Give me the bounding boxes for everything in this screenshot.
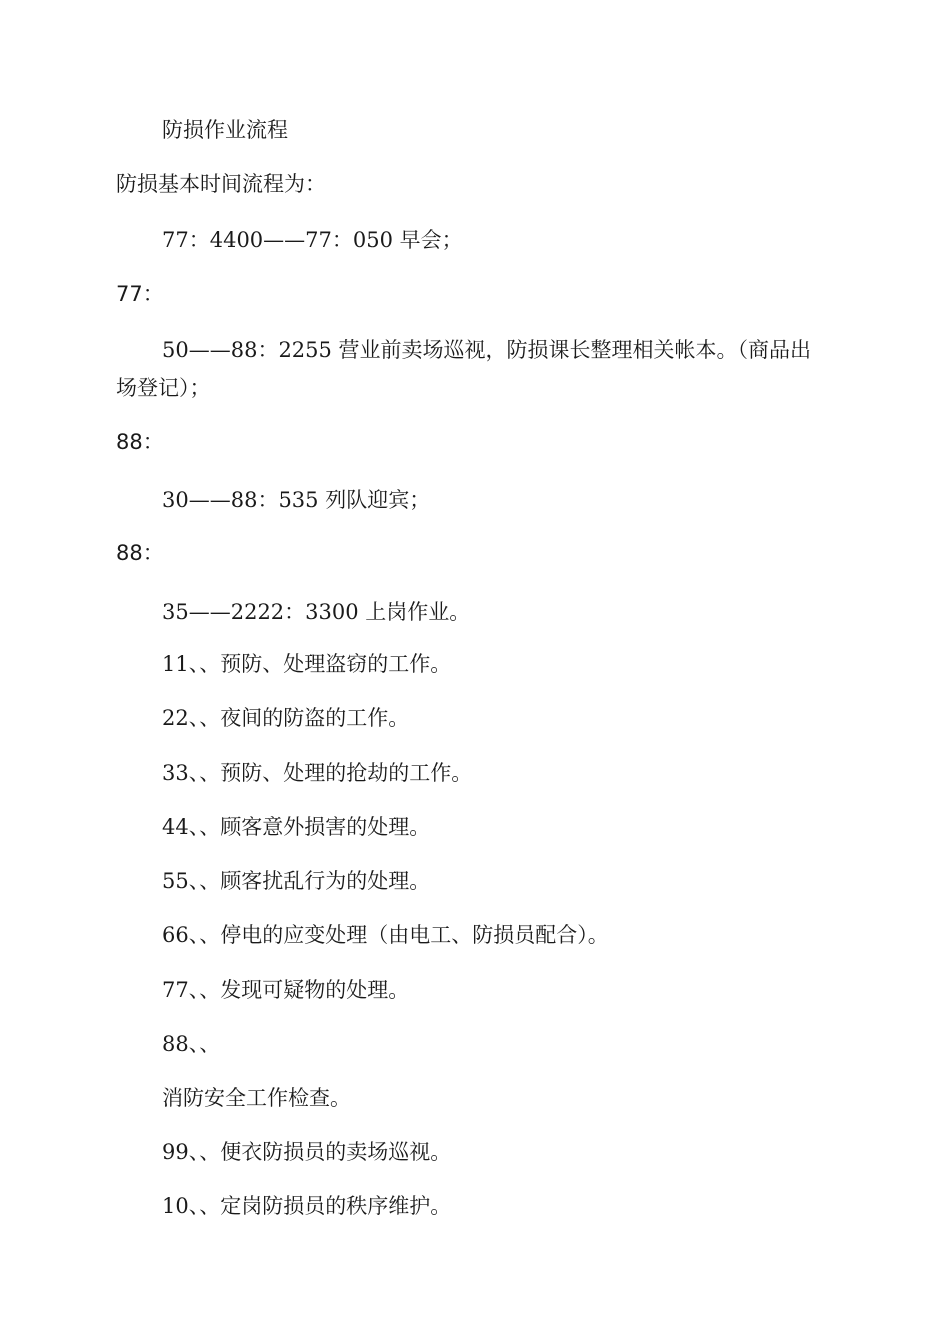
schedule-line: 35——2222：3300 上岗作业。 xyxy=(162,600,471,624)
list-item: 22、、夜间的防盗的工作。 xyxy=(162,706,410,730)
time-marker: 88： xyxy=(116,541,164,565)
list-item: 55、、顾客扰乱行为的处理。 xyxy=(162,869,431,893)
time-marker: 77： xyxy=(116,282,164,306)
list-item: 66、、停电的应变处理（由电工、防损员配合）。 xyxy=(162,923,609,947)
schedule-line: 77：4400——77：050 早会； xyxy=(162,228,463,252)
schedule-line: 50——88：2255 营业前卖场巡视，防损课长整理相关帐本。（商品出场登记）； xyxy=(116,338,812,400)
list-item: 44、、顾客意外损害的处理。 xyxy=(162,815,431,839)
time-marker: 88： xyxy=(116,430,164,454)
list-item: 消防安全工作检查。 xyxy=(162,1086,351,1110)
list-item: 10、、定岗防损员的秩序维护。 xyxy=(162,1194,452,1218)
list-item: 33、、预防、处理的抢劫的工作。 xyxy=(162,761,473,785)
schedule-line: 30——88：535 列队迎宾； xyxy=(162,488,431,512)
intro-line: 防损基本时间流程为： xyxy=(116,172,326,196)
document-title: 防损作业流程 xyxy=(162,118,288,142)
list-item: 88、、 xyxy=(162,1032,221,1056)
list-item: 11、、预防、处理盗窃的工作。 xyxy=(162,652,452,676)
list-item: 77、、发现可疑物的处理。 xyxy=(162,978,410,1002)
list-item: 99、、便衣防损员的卖场巡视。 xyxy=(162,1140,452,1164)
